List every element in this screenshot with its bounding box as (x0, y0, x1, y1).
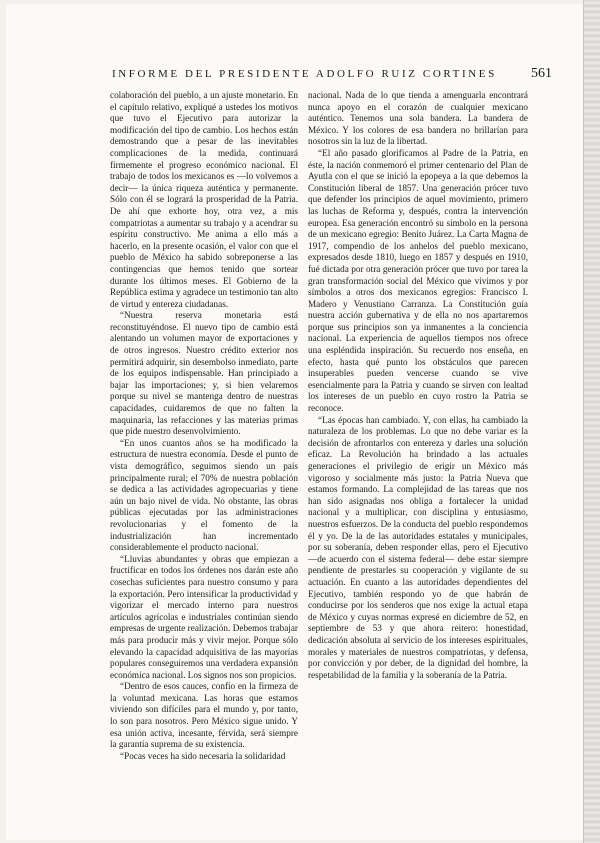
paragraph: “El año pasado glorificamos al Padre de la Patria, en éste, la nación conmemoró el primer centenario del Plan de Ayutla con el que se inició la epopeya a la que debemos la Constitución liberal de 1857. Una generación prócer tuvo que defender los principios de aquel movimiento, primero las luchas de Reforma y, después, contra la intervención europea. Esa generación encontró su símbolo en la persona de un mexicano egregio: Benito Juárez. La Carta Magna de 1917, compendio de los anhelos del pueblo mexicano, expresados desde 1810, luego en 1857 y después en 1910, fué dictada por otra generación prócer que tuvo por tarea la gran transformación social del México que vivimos y por símbolos a otros dos mexicanos egregios: Francisco I. Madero y Venustiano Carranza. La Constitución guía nuestra acción gubernativa y de ella no nos apartaremos porque sus principios son ya inmanentes a la conciencia nacional. La experiencia de aquellos tiempos nos ofrece una espléndida inspiración. Su recuerdo nos enseña, en efecto, hasta qué punto los obstáculos que parecen insuperables pueden vencerse cuando se vive esencialmente para la Patria y cuando se sirven con lealtad los intereses de un pueblo en cuyo rostro la Patria se reconoce. (308, 147, 528, 414)
paragraph: “Las épocas han cambiado. Y, con ellas, ha cambiado la naturaleza de los problemas. Lo que no debe variar es la decisión de afrontarlos con entereza y darles una solución eficaz. La Revolución ha brindado a las actuales generaciones el privilegio de erigir un México más vigoroso y socialmente más justo: la Patria Nueva que estamos formando. La complejidad de las tareas que nos han sido asignadas nos obliga a fortalecer la unidad nacional y a multiplicar, con disciplina y entusiasmo, nuestros esfuerzos. De la conducta del pueblo respondemos él y yo. De la de las autoridades estatales y municipales, por su soberanía, deben responder ellas, pero el Ejecutivo —de acuerdo con el sistema federal— debe estar siempre pendiente de prestarles su cooperación y vigilante de su actuación. En cuanto a las autoridades dependientes del Ejecutivo, también respondo yo de que habrán de conducirse por los senderos que nos exige la actual etapa de México y cuyas normas expresé en diciembre de 52, en septiembre de 53 y que ahora reitero: honestidad, dedicación absoluta al servicio de los intereses espirituales, morales y materiales de nuestros compatriotas, y defensa, por convicción y por deber, de la dignidad del hombre, la respetabilidad de la familia y la soberanía de la Patria. (308, 414, 528, 680)
running-title: INFORME DEL PRESIDENTE ADOLFO RUIZ CORTINES (112, 68, 497, 80)
page-number: 561 (531, 66, 552, 81)
running-header (112, 68, 528, 80)
paragraph: “Pocas veces ha sido necesaria la solidaridad (120, 750, 286, 761)
right-text-column (308, 90, 528, 681)
paragraph: nacional. Nada de lo que tienda a amenguarla encontrará nunca apoyo en el corazón de cualquier mexicano auténtico. Tenemos una sola bandera. La bandera de México. Y los colores de esa bandera no brillarían para nosotros sin la luz de la libertad. (308, 90, 528, 147)
left-text-column (110, 90, 298, 762)
paragraph: “Lluvias abundantes y obras que empiezan a fructificar en todos los órdenes nos darán este año cosechas suficientes para nuestro consumo y para la exportación. Pero intensificar la productividad y vigorizar el mercado interno para nuestros artículos agrícolas e industriales continúan siendo empresas de urgente realización. Debemos trabajar más para producir más y vivir mejor. Porque sólo elevando la capacidad adquisitiva de las mayorías populares conseguiremos una verdadera expansión económica nacional. Los signos nos son propicios. (110, 553, 298, 680)
paragraph: “Dentro de esos cauces, confío en la firmeza de la voluntad mexicana. Las horas que estamos viviendo son difíciles para el mundo y, por tanto, lo son para nosotros. Pero México sigue unido. Y esa unión activa, incesante, férvida, será siempre la garantía suprema de su existencia. (110, 681, 298, 750)
paragraph: “Nuestra reserva monetaria está reconstituyéndose. El nuevo tipo de cambio está alentando un volumen mayor de exportaciones y de otros ingresos. Nuestro crédito exterior nos permitirá adquirir, sin desembolso inmediato, parte de los equipos indispensable. Han principiado a bajar las importaciones; y, si bien velaremos porque su nivel se mantenga dentro de nuestras capacidades, cuidaremos de que no falten la maquinaria, las refacciones y las materias primas que pide nuestro desenvolvimiento. (110, 310, 298, 437)
paragraph: “En unos cuantos años se ha modificado la estructura de nuestra economía. Desde el punto de vista demográfico, seguimos siendo un país principalmente rural; el 70% de nuestra población se dedica a las actividades agropecuarias y tiene aún un bajo nivel de vida. No obstante, las obras públicas ejecutadas por las administraciones revolucionarias y el fomento de la industrialización han incrementado considerablemente el producto nacional. (110, 437, 298, 553)
book-page-edge (583, 0, 600, 843)
paragraph: colaboración del pueblo, a un ajuste monetario. En el capítulo relativo, expliqué a ustedes los motivos que tuvo el Ejecutivo para autorizar la modificación del tipo de cambio. Los hechos están demostrando que a pesar de las inevitables complicaciones de la medida, continuará firmemente el progreso económico nacional. El trabajo de todos los mexicanos es —lo volvemos a decir— la única riqueza auténtica y permanente. Sólo con él se logrará la prosperidad de la Patria. De ahí que exhorte hoy, otra vez, a mis compatriotas a aumentar su trabajo y a acendrar su espíritu constructivo. Me anima a ello más a hacerlo, en la presente ocasión, el valor con que el pueblo de México ha sabido sobreponerse a las contingencias que hemos tenido que sortear durante los últimos meses. El Gobierno de la República estima y agradece un testimonio tan alto de virtud y entereza ciudadanas. (110, 90, 298, 309)
